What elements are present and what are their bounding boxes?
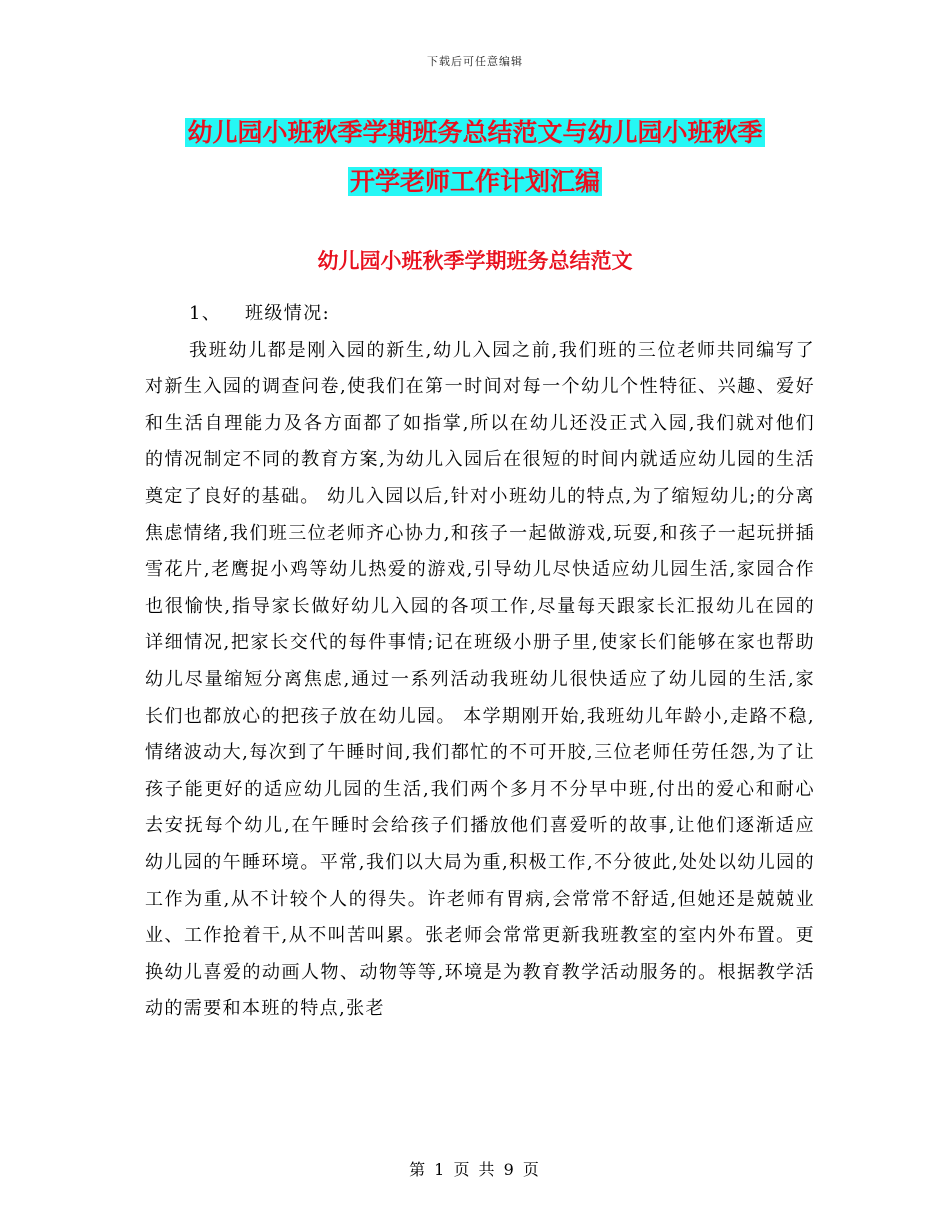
document-title xyxy=(0,108,950,206)
item-heading-text: 班级情况: xyxy=(245,303,331,324)
document-title-line-2 xyxy=(0,157,950,206)
title-highlight-1: 幼儿园小班秋季学期班务总结范文与幼儿园小班秋季 xyxy=(187,118,763,147)
page-footer: 第 1 页 共 9 页 xyxy=(409,1160,541,1179)
body-paragraph: 我班幼儿都是刚入园的新生,幼儿入园之前,我们班的三位老师共同编写了对新生入园的调查问卷,使我们在第一时间对每一个幼儿个性特征、兴趣、爱好和生活自理能力及各方面都了如指掌,所以在幼儿还没正式入园,我们就对他们的情况制定不同的教育方案,为幼儿入园后在很短的时间内就适应幼儿园的生活奠定了良好的基础。 幼儿入园以后,针对小班幼儿的特点,为了缩短幼儿;的分离焦虑情绪,我们班三位老师齐心协力,和孩子一起做游戏,玩耍,和孩子一起玩拼插雪花片,老鹰捉小鸡等幼儿热爱的游戏,引导幼儿尽快适应幼儿园生活,家园合作也很愉快,指导家长做好幼儿入园的各项工作,尽量每天跟家长汇报幼儿在园的详细情况,把家长交代的每件事情;记在班级小册子里,使家长们能够在家也帮助幼儿尽量缩短分离焦虑,通过一系列活动我班幼儿很快适应了幼儿园的生活,家长们也都放心的把孩子放在幼儿园。 本学期刚开始,我班幼儿年龄小,走路不稳,情绪波动大,每次到了午睡时间,我们都忙的不可开胶,三位老师任劳任怨,为了让孩子能更好的适应幼儿园的生活,我们两个多月不分早中班,付出的爱心和耐心去安抚每个幼儿,在午睡时会给孩子们播放他们喜爱听的故事,让他们逐渐适应幼儿园的午睡环境。平常,我们以大局为重,积极工作,不分彼此,处处以幼儿园的工作为重,从不计较个人的得失。许老师有胃病,会常常不舒适,但她还是兢兢业业、工作抢着干,从不叫苦叫累。张老师会常常更新我班教室的室内外布置。更换幼儿喜爱的动画人物、动物等等,环境是为教育教学活动服务的。根据教学活动的需要和本班的特点,张老 xyxy=(145,339,815,1020)
item-heading xyxy=(145,296,815,333)
item-number: 1、 xyxy=(189,303,222,324)
document-body xyxy=(145,296,815,1028)
document-title-line-1 xyxy=(0,108,950,157)
header-note: 下载后可任意编辑 xyxy=(427,55,523,68)
section-title: 幼儿园小班秋季学期班务总结范文 xyxy=(317,248,633,273)
title-highlight-2: 开学老师工作计划汇编 xyxy=(349,167,600,196)
